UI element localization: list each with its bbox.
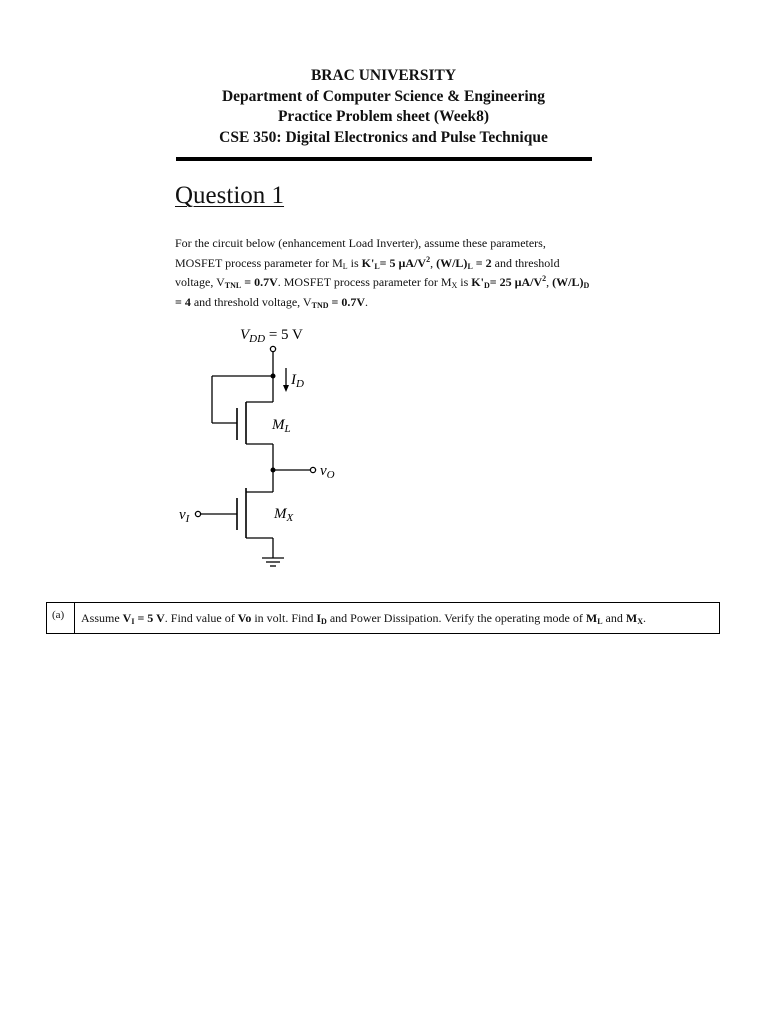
inverter-circuit-diagram: [170, 318, 360, 578]
node-dot-out: [271, 468, 276, 473]
node-dot-top: [271, 374, 276, 379]
vo-terminal: [310, 467, 315, 472]
question-paragraph: For the circuit below (enhancement Load Inverter), assume these parameters, MOSFET process parameter for $M_L$ is $K'_L= 5$ $\mu A/V^2$, $(W/L)_L = 2$ and threshold voltage, $V_{TNL} = 0.7V$. MOSFET process parameter for $M_X$ is $K'_D= 25$ $\mu A/V^2$, $(W/L)_D = 4$ and threshold voltage, $V_{TND} = 0.7V$.: [175, 236, 590, 310]
vi-terminal: [195, 511, 200, 516]
vdd-terminal: [270, 346, 275, 351]
department-name: Department of Computer Science & Engineering: [221, 87, 545, 105]
course-title: CSE 350: Digital Electronics and Pulse Technique: [219, 128, 548, 146]
vdd-label: $V_{DD} = 5$ V: [240, 327, 303, 345]
id-arrow-head: [283, 385, 289, 392]
header-divider: [176, 157, 592, 161]
header-block: [176, 66, 591, 148]
part-a-text: Assume $V_I = 5$ V. Find value of Vo in volt. Find $I_D$ and Power Dissipation. Verify the operating mode of $M_L$ and $M_X$.: [81, 611, 646, 626]
question-title: Question 1: [175, 182, 285, 209]
part-a-label: (a): [47, 603, 75, 633]
ml-label: $M_L$: [272, 417, 291, 435]
sheet-title: Practice Problem sheet (Week8): [277, 108, 490, 125]
vi-label: $v_I$: [179, 507, 190, 525]
id-label: $I_D$: [291, 372, 304, 390]
vo-label: $v_O$: [320, 463, 335, 481]
mx-label: $M_X$: [274, 506, 294, 524]
part-a-table: [46, 602, 720, 634]
university-name: BRAC UNIVERSITY: [310, 67, 457, 84]
